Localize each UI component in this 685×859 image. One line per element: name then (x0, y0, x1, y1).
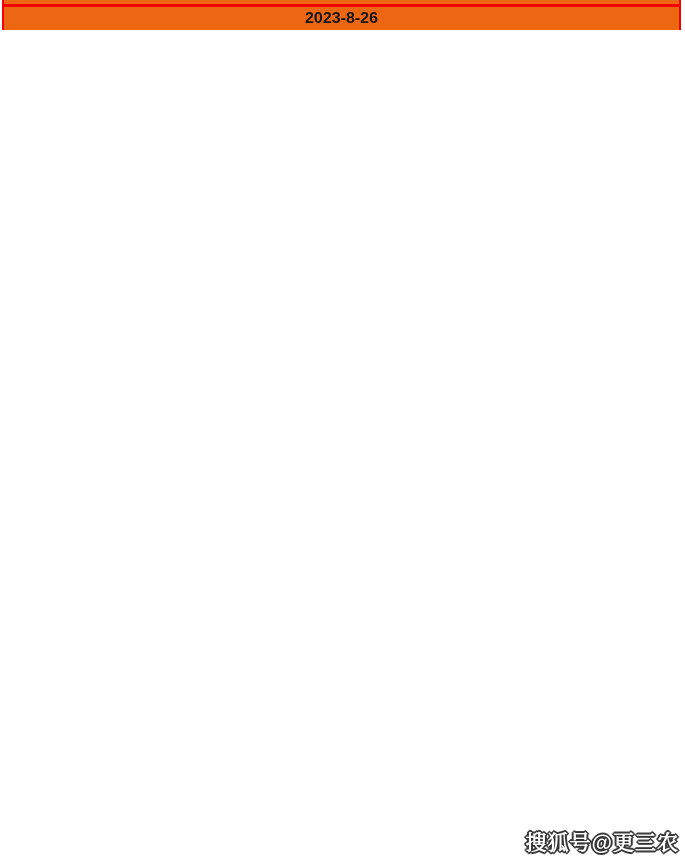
table-frame (2, 0, 681, 30)
date-text: 2023-8-26 (305, 9, 378, 27)
date-header (2, 4, 681, 30)
watermark: 搜狐号@更三农 (525, 832, 679, 855)
